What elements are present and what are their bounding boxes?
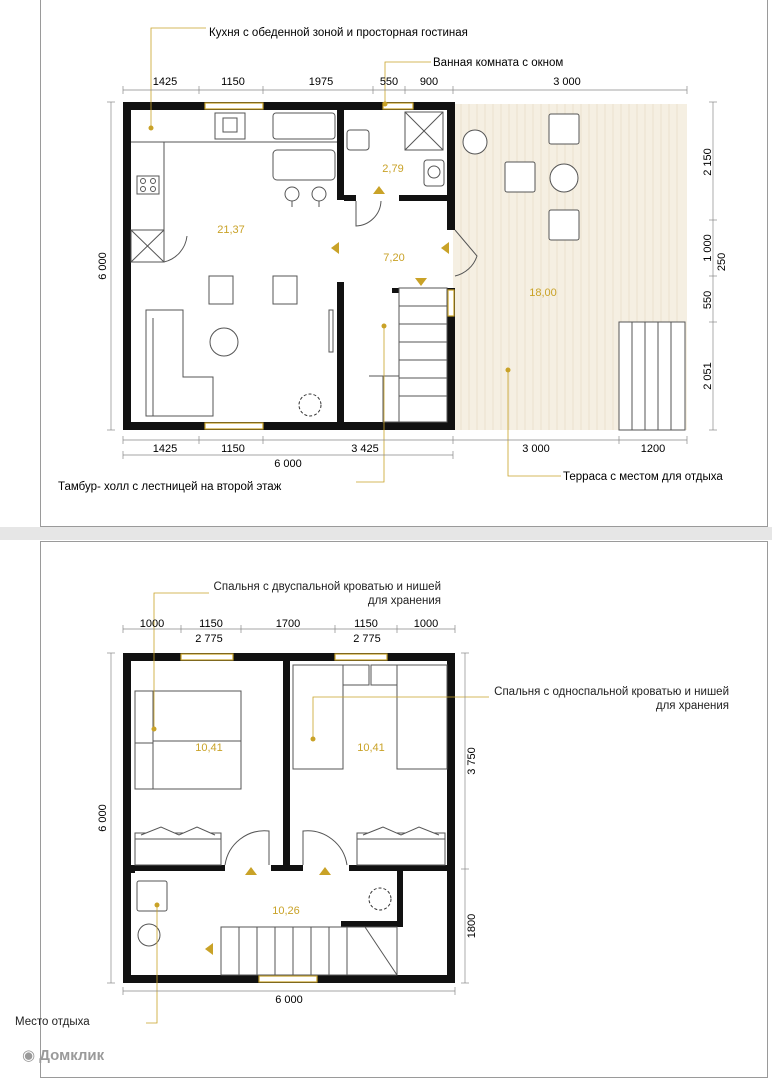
sofa: [146, 310, 213, 416]
floor2-drawing: [41, 542, 767, 1077]
f2-total-width-dim: 6 000: [275, 994, 303, 1006]
label-hall: Тамбур- холл с лестницей на второй этаж: [58, 481, 282, 493]
watermark-text: Домклик: [39, 1047, 105, 1064]
floor-plan-first-floor: [40, 0, 768, 527]
area-bath: 2,79: [382, 163, 404, 175]
kitchen-counter: [131, 113, 337, 262]
label-kitchen-living: Кухня с обеденной зоной и просторная гостиная: [209, 27, 468, 39]
right-dim-1: 2 150: [702, 148, 714, 176]
wardrobe-left: [135, 827, 221, 865]
bottom-dim-5: 1200: [640, 443, 666, 455]
area-terrace: 18,00: [529, 287, 557, 299]
area-hall-2: 10,26: [272, 905, 300, 917]
f2-top-dim-4: 1150: [354, 618, 378, 630]
floor1-drawing: [41, 0, 767, 526]
f2-top-dim-1: 1000: [139, 618, 165, 630]
rest-area-furniture: [137, 881, 167, 946]
total-width-dim: 6 000: [274, 458, 302, 470]
double-bed: [135, 691, 241, 789]
bar-stools: [285, 187, 326, 207]
page-separator: [0, 527, 772, 540]
first-floor-stairs: [369, 288, 447, 422]
bottom-dim-2: 1150: [221, 443, 245, 455]
bottom-dim-3: 3 425: [351, 443, 379, 455]
right-dim-3: 250: [716, 252, 728, 272]
f2-top-dim-5: 1000: [413, 618, 439, 630]
top-dim-5: 900: [419, 76, 439, 88]
tv-unit: [329, 310, 333, 352]
label-terrace: Терраса с местом для отдыха: [563, 471, 723, 483]
f2-left-dim: 6 000: [97, 804, 109, 832]
floor-plan-second-floor: [15, 541, 768, 1078]
watermark-logo-icon: ◉: [22, 1047, 36, 1064]
f2-mid-dim-2: 2 775: [353, 633, 381, 645]
bottom-dim-4: 3 000: [522, 443, 550, 455]
f2-right-dim-1: 3 750: [466, 747, 478, 775]
top-dim-4: 550: [379, 76, 399, 88]
f2-top-dim-3: 1700: [275, 618, 301, 630]
right-dim-4: 550: [702, 290, 714, 310]
f2-mid-dim-1: 2 775: [195, 633, 223, 645]
right-dim-2: 1 000: [702, 234, 714, 262]
f2-right-dim-2: 1800: [466, 913, 478, 939]
dining-set: [209, 276, 297, 356]
right-dim-5: 2 051: [702, 362, 714, 390]
area-bedroom-2: 10,41: [357, 742, 385, 754]
label-bathroom: Ванная комната с окном: [433, 57, 564, 69]
bottom-dim-1: 1425: [152, 443, 178, 455]
top-dim-3: 1975: [308, 76, 334, 88]
area-hall: 7,20: [383, 252, 405, 264]
plant-icon: [299, 394, 321, 416]
label-bedroom-double: Спальня с двуспальной кроватью и нишей для хранения: [213, 581, 441, 607]
plant-icon: [369, 888, 391, 910]
label-rest-area: Место отдыха: [15, 1016, 90, 1028]
second-floor-stairs: [221, 927, 397, 975]
top-dim-2: 1150: [221, 76, 245, 88]
watermark: [22, 1046, 104, 1064]
area-living: 21,37: [217, 224, 245, 236]
terrace-steps: [619, 322, 685, 430]
top-dim-1: 1425: [152, 76, 178, 88]
top-dim-6: 3 000: [553, 76, 581, 88]
wardrobe-right: [357, 827, 445, 865]
label-bedroom-single: Спальня с односпальной кроватью и нишей для хранения: [494, 686, 729, 712]
left-dim: 6 000: [97, 252, 109, 280]
f2-top-dim-2: 1150: [199, 618, 223, 630]
area-bedroom-1: 10,41: [195, 742, 223, 754]
